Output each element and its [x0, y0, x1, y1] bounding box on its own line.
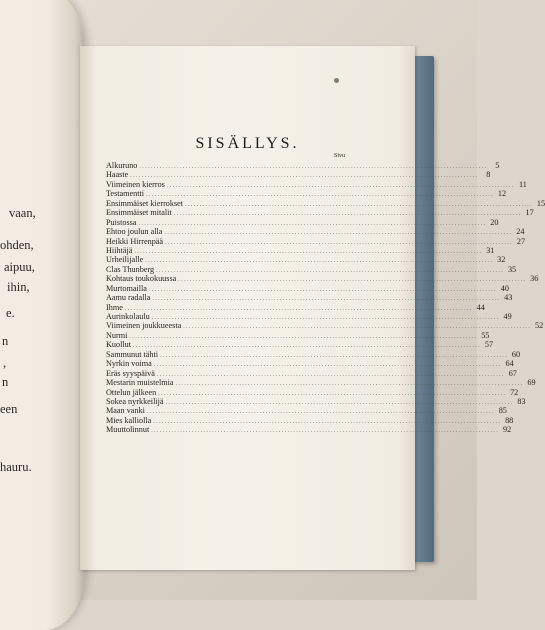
toc-leader-dots: ........................................................................................................................ [153, 362, 502, 369]
toc-entry [106, 359, 514, 369]
toc-entry-title: Aurinkolaulu [106, 312, 150, 321]
toc-entry [106, 283, 509, 293]
toc-entry-title: Viimeinen joukkueesta [106, 321, 182, 331]
toc-entry-page: 35 [507, 264, 517, 274]
toc-entry [106, 368, 517, 378]
toc-leader-dots: ........................................................................................................................ [139, 164, 488, 170]
left-page-line: ohden, [0, 238, 34, 252]
toc-entry-page: 32 [497, 255, 506, 265]
toc-leader-dots: ........................................................................................................................ [151, 428, 500, 435]
toc-entry-title: Ihme [106, 302, 123, 312]
toc-entry [106, 217, 499, 227]
toc-leader-dots: ........................................................................................................................ [151, 315, 500, 321]
toc-leader-dots: ........................................................................................................................ [152, 296, 501, 303]
toc-entry-title: Nurmi [106, 330, 128, 340]
contents-page [80, 46, 545, 570]
toc-leader-dots: ........................................................................................................................ [156, 267, 505, 274]
table-of-contents [106, 161, 545, 435]
toc-entry [106, 387, 519, 397]
left-page-line: aipuu, [4, 260, 35, 274]
toc-entry-title: Testamentti [106, 189, 145, 199]
toc-entry [106, 321, 544, 331]
toc-entry [106, 189, 507, 199]
toc-entry-title: Aamu radalla [106, 293, 151, 303]
toc-leader-dots: ........................................................................................................................ [133, 343, 482, 350]
toc-entry [106, 274, 539, 284]
toc-entry [106, 208, 534, 218]
toc-leader-dots: ........................................................................................................................ [183, 324, 532, 331]
toc-entry-page: 40 [500, 283, 509, 293]
toc-leader-dots: ........................................................................................................................ [178, 277, 527, 284]
toc-leader-dots: ........................................................................................................................ [165, 399, 514, 406]
toc-leader-dots: ........................................................................................................................ [145, 258, 494, 265]
toc-entry-title: Hiihtäjä [106, 245, 133, 255]
toc-entry-title: Haaste [106, 170, 129, 180]
toc-entry-page: 15 [536, 198, 545, 208]
page-column-header: Sivu [333, 153, 345, 159]
toc-entry-title: Ottelun jälkeen [106, 387, 157, 397]
toc-entry [106, 340, 494, 350]
left-page-line: , [3, 356, 7, 370]
toc-entry [106, 406, 507, 416]
toc-entry [106, 312, 512, 321]
toc-entry-page: 57 [484, 340, 494, 350]
toc-entry [106, 378, 536, 388]
toc-entry-page: 88 [505, 415, 514, 425]
toc-entry-title: Nyrkin voima [106, 359, 152, 369]
toc-entry [106, 330, 490, 340]
toc-entry [106, 264, 517, 274]
toc-entry-page: 43 [504, 293, 513, 303]
toc-entry-page: 69 [527, 378, 536, 388]
toc-entry-page: 72 [510, 387, 519, 397]
toc-entry [106, 396, 526, 406]
toc-leader-dots: ........................................................................................................................ [130, 173, 479, 180]
toc-entry-title: Heikki Hirrenpää [106, 236, 164, 246]
toc-entry-page: 85 [498, 406, 507, 416]
toc-entry-page: 8 [486, 170, 491, 180]
toc-entry-title: Alkurunо [106, 161, 138, 170]
left-page-line: vaan, [9, 206, 36, 220]
left-page-line: e. [6, 306, 15, 320]
toc-entry-title: Maan vanki [106, 406, 145, 416]
toc-entry-title: Mies kalliolla [106, 415, 152, 425]
toc-entry-title: Kohtaus toukokuussa [106, 274, 177, 284]
toc-leader-dots: ........................................................................................................................ [165, 239, 514, 246]
toc-entry-title: Muuttolinnut [106, 425, 150, 435]
left-page-line: n [2, 334, 9, 348]
toc-entry [106, 198, 545, 208]
toc-entry-page: 60 [511, 349, 521, 359]
toc-entry-page: 64 [505, 359, 514, 369]
toc-entry-title: Ensimmäiset mitalit [106, 208, 172, 218]
toc-entry-page: 17 [525, 208, 534, 218]
toc-entry [106, 227, 525, 237]
toc-entry-page: 55 [481, 330, 490, 340]
toc-entry-page: 27 [516, 236, 526, 246]
toc-leader-dots: ........................................................................................................................ [148, 286, 497, 293]
toc-entry-page: 92 [503, 425, 512, 435]
toc-entry [106, 245, 495, 255]
toc-entry-title: Sokea nyrkkeilijä [106, 396, 164, 406]
toc-leader-dots: ........................................................................................................................ [138, 220, 487, 227]
toc-entry-title: Ehtoo joulun alla [106, 227, 163, 237]
toc-entry-title: Clas Thunberg [106, 264, 155, 274]
toc-leader-dots: ........................................................................................................................ [173, 211, 522, 218]
toc-entry-page: 36 [530, 274, 539, 284]
left-page-line: ihin, [7, 280, 30, 294]
toc-entry-page: 31 [486, 245, 495, 255]
toc-entry-title: Kuollut [106, 340, 132, 350]
paper-spot [334, 78, 339, 83]
toc-entry-title: Viimeinen kierros [106, 179, 165, 189]
toc-entry-title: Ensimmäiset kierrokset [106, 198, 184, 208]
toc-entry-page: 5 [495, 161, 500, 170]
toc-entry [106, 161, 500, 170]
toc-entry-page: 12 [497, 189, 507, 199]
toc-leader-dots: ........................................................................................................................ [146, 192, 495, 199]
toc-entry-title: Puistossa [106, 217, 137, 227]
toc-leader-dots: ........................................................................................................................ [166, 182, 515, 189]
toc-leader-dots: ........................................................................................................................ [153, 418, 502, 425]
toc-entry-page: 24 [516, 227, 525, 237]
toc-leader-dots: ........................................................................................................................ [134, 248, 483, 255]
toc-entry-page: 11 [518, 179, 527, 189]
toc-entry-title: Eräs syyspäivä [106, 368, 155, 378]
toc-entry [106, 302, 485, 312]
toc-entry [106, 349, 521, 359]
left-page-line: een [0, 402, 18, 416]
toc-entry-title: Murtomailla [106, 283, 147, 293]
toc-entry-page: 67 [508, 368, 517, 378]
toc-entry [106, 293, 513, 303]
left-page-line: hauru. [0, 460, 32, 474]
left-facing-page [0, 0, 85, 630]
toc-entry [106, 179, 527, 189]
toc-leader-dots: ........................................................................................................................ [124, 305, 473, 312]
toc-entry [106, 425, 512, 435]
toc-entry-page: 83 [517, 396, 526, 406]
toc-entry [106, 236, 526, 246]
toc-leader-dots: ........................................................................................................................ [164, 230, 513, 237]
toc-leader-dots: ........................................................................................................................ [160, 352, 509, 359]
toc-entry-title: Sammunut tähti [106, 349, 159, 359]
toc-entry [106, 415, 514, 425]
toc-leader-dots: ........................................................................................................................ [146, 409, 495, 416]
toc-entry-page: 44 [476, 302, 485, 312]
page-title: SISÄLLYS. [195, 135, 300, 152]
toc-entry-page: 20 [490, 217, 499, 227]
toc-leader-dots: ........................................................................................................................ [158, 390, 507, 397]
toc-entry-title: Urheilijalle [106, 255, 144, 265]
toc-entry [106, 170, 491, 180]
toc-entry-title: Mestarin muistelmia [106, 378, 174, 388]
toc-leader-dots: ........................................................................................................................ [129, 333, 478, 340]
toc-leader-dots: ........................................................................................................................ [185, 201, 534, 208]
toc-leader-dots: ........................................................................................................................ [175, 381, 524, 388]
left-page-line: n [2, 375, 9, 389]
toc-leader-dots: ........................................................................................................................ [156, 371, 505, 378]
toc-entry-page: 49 [503, 312, 512, 321]
toc-entry-page: 52 [535, 321, 544, 331]
toc-entry [106, 255, 506, 265]
